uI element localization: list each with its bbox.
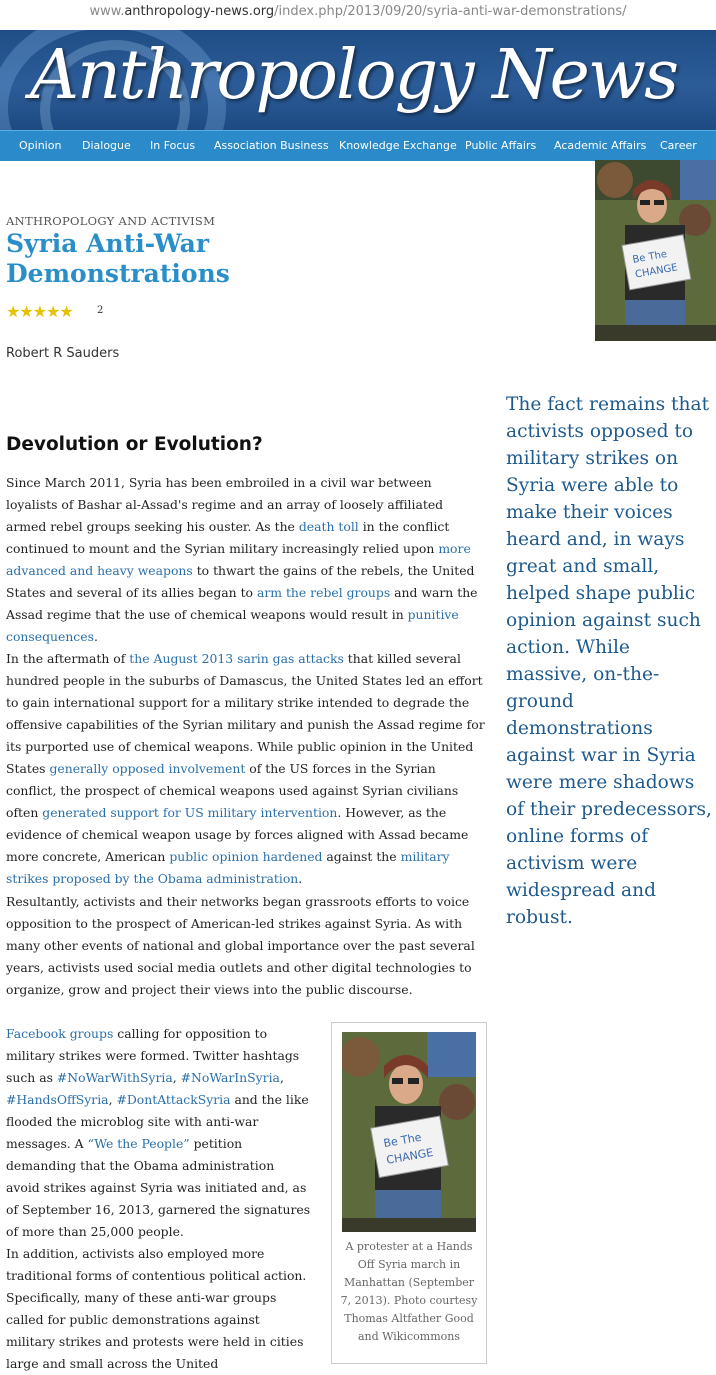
figure-sign-line2: CHANGE bbox=[385, 1145, 435, 1167]
link-sarin-gas-attacks[interactable]: the August 2013 sarin gas attacks bbox=[129, 651, 344, 666]
figure-sign-line1: Be The bbox=[382, 1130, 423, 1151]
paragraph-2: In the aftermath of the August 2013 sarin gas attacks that killed several hundred people in the suburbs of Damascus, the United States led an effort to gain international support for a military strike intended to degrade the offensive capabilities of the Syrian military and punish the Assad regime for its purported use of chemical weapons. While public opinion in the United States generally opposed involvement of the US forces in the Syrian conflict, the prospect of chemical weapons used against Syrian civilians often generated support for US military intervention. However, as the evidence of chemical weapon usage by forces aligned with Assad became more concrete, American public opinion hardened against the military strikes proposed by the Obama administration. bbox=[6, 651, 485, 886]
sign-text-line1: Be The bbox=[631, 248, 668, 266]
site-masthead bbox=[0, 30, 716, 130]
link-arm-rebel-groups[interactable]: arm the rebel groups bbox=[256, 585, 391, 600]
pull-quote: The fact remains that activists opposed to military strikes on Syria were able to make their voices heard and, in ways great and small, helped shape public opinion against such action. While massive, on-the-ground demonstrations against war in Syria were mere shadows of their predecessors, online forms of activism were widespread and robust. bbox=[506, 394, 712, 928]
url-path: /index.php/2013/09/20/syria-anti-war-demonstrations/ bbox=[274, 4, 627, 19]
site-logo[interactable]: Anthropology News bbox=[30, 36, 678, 115]
article-author[interactable]: Robert R Sauders bbox=[6, 346, 120, 361]
link-hashtag-dontattacksyria[interactable]: #DontAttackSyria bbox=[116, 1092, 231, 1107]
paragraph-3: Resultantly, activists and their networks began grassroots efforts to voice opposition to the prospect of American-led strikes against Syria. As with many other events of national and global importance over the past several years, activists used social media outlets and other digital technologies to organize, grow and project their views into the public discourse. bbox=[6, 894, 475, 997]
paragraph-5: In addition, activists also employed more traditional forms of contentious political action. Specifically, many of these anti-war groups called for public demonstrations against military strikes and protests were held in cities large and small across the United bbox=[6, 1246, 307, 1371]
rating-count: 2 bbox=[97, 305, 104, 316]
article-category[interactable]: ANTHROPOLOGY AND ACTIVISM bbox=[6, 214, 216, 228]
nav-item-dialogue[interactable]: Dialogue bbox=[82, 139, 131, 152]
nav-item-academic-affairs[interactable]: Academic Affairs bbox=[554, 139, 647, 152]
nav-item-opinion[interactable]: Opinion bbox=[19, 139, 62, 152]
link-hashtag-nowarinsyria[interactable]: #NoWarInSyria bbox=[180, 1070, 280, 1085]
star-rating[interactable]: ★★★★★ bbox=[6, 302, 73, 321]
section-heading: Devolution or Evolution? bbox=[6, 434, 263, 455]
link-we-the-people[interactable]: “We the People” bbox=[87, 1136, 190, 1151]
url-prefix: www. bbox=[89, 4, 125, 19]
url-domain: anthropology-news.org bbox=[124, 4, 275, 19]
article-title: Syria Anti-War Demonstrations bbox=[6, 229, 230, 288]
link-hashtag-nowarwithsyria[interactable]: #NoWarWithSyria bbox=[56, 1070, 173, 1085]
link-public-opinion-hardened[interactable]: public opinion hardened bbox=[169, 849, 323, 864]
protester-photo bbox=[595, 160, 716, 341]
link-opposed-involvement[interactable]: generally opposed involvement bbox=[49, 761, 246, 776]
main-nav bbox=[0, 130, 716, 161]
link-military-strikes-proposed[interactable]: military strikes proposed by the Obama administration bbox=[6, 849, 450, 886]
nav-item-career[interactable]: Career bbox=[660, 139, 697, 152]
link-facebook-groups[interactable]: Facebook groups bbox=[6, 1026, 114, 1041]
link-punitive-consequences[interactable]: punitive consequences bbox=[6, 607, 459, 644]
nav-item-in-focus[interactable]: In Focus bbox=[150, 139, 196, 152]
link-support-intervention[interactable]: generated support for US military intervention bbox=[42, 805, 338, 820]
nav-item-public-affairs[interactable]: Public Affairs bbox=[465, 139, 537, 152]
url-bar[interactable] bbox=[0, 0, 716, 28]
nav-item-knowledge-exchange[interactable]: Knowledge Exchange bbox=[339, 139, 457, 152]
paragraph-1: Since March 2011, Syria has been embroiled in a civil war between loyalists of Bashar al-Assad's regime and an array of loosely affiliated armed rebel groups seeking his ouster. As the death toll in the conflict continued to mount and the Syrian military increasingly relied upon more advanced and heavy weapons to thwart the gains of the rebels, the United States and several of its allies began to arm the rebel groups and warn the Assad regime that the use of chemical weapons would result in punitive consequences. bbox=[6, 475, 478, 644]
link-death-toll[interactable]: death toll bbox=[298, 519, 359, 534]
link-hashtag-handsoffsyria[interactable]: #HandsOffSyria bbox=[6, 1092, 109, 1107]
figure-photo[interactable] bbox=[342, 1032, 476, 1232]
figure-caption: A protester at a Hands Off Syria march in Manhattan (September 7, 2013). Photo courtesy Thomas Altfather Good and Wikicommons bbox=[340, 1240, 478, 1343]
article-figure bbox=[331, 1022, 487, 1364]
paragraph-4: Facebook groups calling for opposition to military strikes were formed. Twitter hashtags such as #NoWarWithSyria, #NoWarInSyria, #HandsOffSyria, #DontAttackSyria and the like flooded the microblog site with anti-war messages. A “We the People” petition demanding that the Obama administration avoid strikes against Syria was initiated and, as of September 16, 2013, garnered the signatures of more than 25,000 people. bbox=[6, 1026, 311, 1239]
link-advanced-weapons[interactable]: more advanced and heavy weapons bbox=[6, 541, 471, 578]
nav-item-association-business[interactable]: Association Business bbox=[214, 139, 329, 152]
sign-text-line2: CHANGE bbox=[634, 262, 679, 281]
